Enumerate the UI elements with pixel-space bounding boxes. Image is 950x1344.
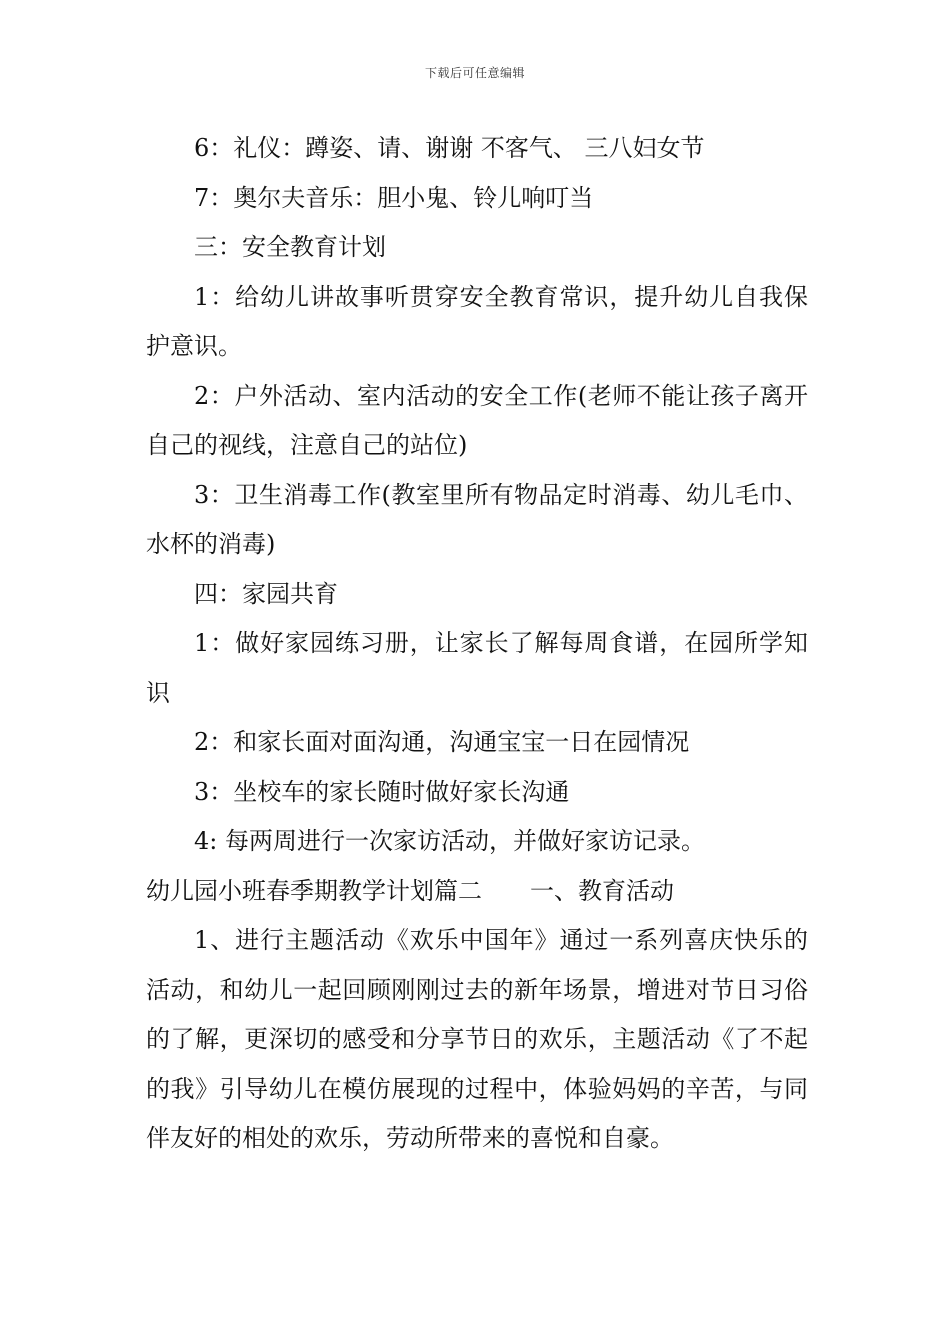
document-body — [146, 124, 808, 1164]
paragraph-orff-music: 7：奥尔夫音乐：胆小鬼、铃儿响叮当 — [194, 183, 594, 212]
paragraph-home-school-2: 2：和家长面对面沟通，沟通宝宝一日在园情况 — [194, 728, 690, 756]
page-header: 下载后可任意编辑 — [424, 66, 525, 80]
paragraph-etiquette: 6：礼仪：蹲姿、请、谢谢 不客气、 三八妇女节 — [194, 134, 705, 162]
paragraph-safety-3: 3：卫生消毒工作(教室里所有物品定时消毒、幼儿毛巾、水杯的消毒) — [146, 480, 808, 558]
section-heading-safety: 三：安全教育计划 — [194, 233, 386, 261]
section-heading-home-school: 四：家园共育 — [194, 579, 338, 608]
paragraph-home-school-1: 1：做好家园练习册，让家长了解每周食谱，在园所学知识 — [146, 629, 808, 707]
paragraph-safety-1: 1：给幼儿讲故事听贯穿安全教育常识，提升幼儿自我保护意识。 — [146, 282, 808, 360]
article-title-part-two: 幼儿园小班春季期教学计划篇二 一、教育活动 — [146, 876, 674, 905]
paragraph-home-school-4: 4: 每两周进行一次家访活动，并做好家访记录。 — [194, 827, 705, 855]
paragraph-home-school-3: 3：坐校车的家长随时做好家长沟通 — [194, 777, 570, 806]
paragraph-safety-2: 2：户外活动、室内活动的安全工作(老师不能让孩子离开自己的视线，注意自己的站位) — [146, 381, 808, 459]
paragraph-education-activity-1: 1、进行主题活动《欢乐中国年》通过一系列喜庆快乐的活动，和幼儿一起回顾刚刚过去的新年场景，增进对节日习俗的了解，更深切的感受和分享节日的欢乐，主题活动《了不起的我》引导幼儿在模仿展现的过程中，体验妈妈的辛苦，与同伴友好的相处的欢乐，劳动所带来的喜悦和自豪。 — [146, 926, 808, 1152]
